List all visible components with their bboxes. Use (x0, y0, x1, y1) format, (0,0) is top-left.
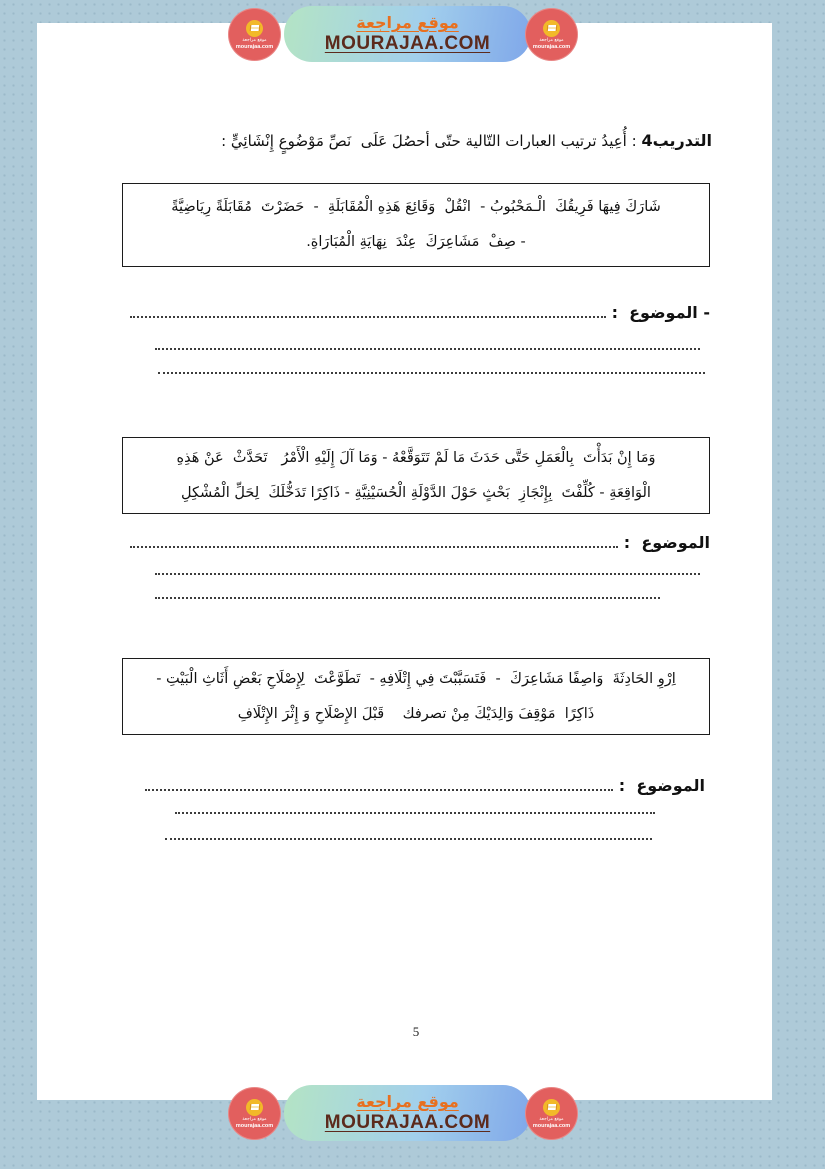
badge-label-arabic: موقع مراجعة (242, 37, 267, 43)
brand-pill (284, 6, 531, 62)
book-icon (246, 1099, 263, 1116)
topic-row-2 (130, 533, 710, 552)
badge-label-url: mourajaa.com (235, 43, 274, 50)
badge-label-arabic: موقع مراجعة (539, 1116, 564, 1122)
topic-row-1 (130, 303, 710, 322)
answer-dotted-line (155, 348, 700, 350)
phrase-line: وَمَا إِنْ بَدَأْتَ بِالْعَمَلِ حَتَّى حَدَثَ مَا لَمْ تَتَوَقَّعْهُ - وَمَا آلَ إِلَيْهِ الْأَمْرُ تَحَدَّثْ عَنْ هَذِهِ (176, 450, 656, 466)
site-name-arabic-link[interactable]: موقع مراجعة (356, 13, 459, 32)
answer-dotted-line (130, 316, 606, 318)
badge-label-url: mourajaa.com (235, 1122, 274, 1129)
topic-row-3 (145, 776, 705, 795)
topic-label: الموضوع : (618, 776, 705, 795)
site-url-link[interactable]: MOURAJAA.COM (324, 33, 491, 54)
phrase-line: الْوَاقِعَةِ - كُلِّفْتَ بِإِنْجَازِ بَحْثٍ حَوْلَ الدَّوْلَةِ الْحُسَيْنِيَّةِ - ذَاكِرًا تَدَخُّلَكَ لِحَلِّ الْمُشْكِلِ (181, 485, 651, 501)
exercise-title-number: التدريب4 (641, 131, 712, 150)
site-url-link[interactable]: MOURAJAA.COM (324, 1112, 491, 1133)
book-icon (543, 20, 560, 37)
answer-dotted-line (165, 838, 652, 840)
answer-dotted-line (175, 812, 655, 814)
answer-dotted-line (155, 573, 700, 575)
exercise-title-text: : أُعِيدُ ترتيب العبارات التّالية حتّى أحصُلَ عَلَى نَصِّ مَوْضُوعٍ إِنْشَائِيٍّ : (221, 132, 642, 150)
phrase-line: شَارَكَ فِيهَا فَرِيقُكَ الْـمَحْبُوبُ - انْقُلْ وَقَائِعَ هَذِهِ الْمُقَابَلَةِ - حَضَرْتَ مُقَابَلَةً رِيَاضِيَّةً (171, 199, 661, 215)
brand-logo-badge (228, 8, 281, 61)
phrase-line: اِرْوِ الحَادِثَةَ وَاصِفًا مَشَاعِرَكَ - فَتَسَبَّبْتَ فِي إِتْلَافِهِ - تَطَوَّعْتَ لِإِصْلَاحِ بَعْضِ أَثَاثِ الْبَيْتِ - (156, 671, 676, 687)
badge-label-url: mourajaa.com (532, 43, 571, 50)
phrase-line: ذَاكِرًا مَوْقِفَ وَالِدَيْكَ مِنْ تصرفك قَبْلَ الإِصْلَاحِ وَ إِثْرَ الإِتْلَافِ (237, 706, 595, 722)
brand-logo-badge (525, 1087, 578, 1140)
topic-label: - الموضوع : (611, 303, 710, 322)
brand-logo-badge (525, 8, 578, 61)
page-number: 5 (412, 1024, 420, 1039)
brand-logo-badge (228, 1087, 281, 1140)
exercise-title (122, 131, 712, 150)
badge-label-url: mourajaa.com (532, 1122, 571, 1129)
phrase-box-3 (122, 658, 710, 735)
brand-pill (284, 1085, 531, 1141)
answer-dotted-line (130, 546, 618, 548)
answer-dotted-line (158, 372, 705, 374)
phrase-box-2 (122, 437, 710, 514)
topic-label: الموضوع : (623, 533, 710, 552)
phrase-box-1 (122, 183, 710, 267)
badge-label-arabic: موقع مراجعة (539, 37, 564, 43)
header-brand-bar (228, 6, 580, 66)
book-icon (543, 1099, 560, 1116)
site-name-arabic-link[interactable]: موقع مراجعة (356, 1092, 459, 1111)
book-icon (246, 20, 263, 37)
badge-label-arabic: موقع مراجعة (242, 1116, 267, 1122)
answer-dotted-line (145, 789, 613, 791)
footer-brand-bar (228, 1085, 580, 1145)
answer-dotted-line (155, 597, 660, 599)
phrase-line: - صِفْ مَشَاعِرَكَ عِنْدَ نِهَايَةِ الْمُبَارَاةِ. (306, 234, 526, 250)
